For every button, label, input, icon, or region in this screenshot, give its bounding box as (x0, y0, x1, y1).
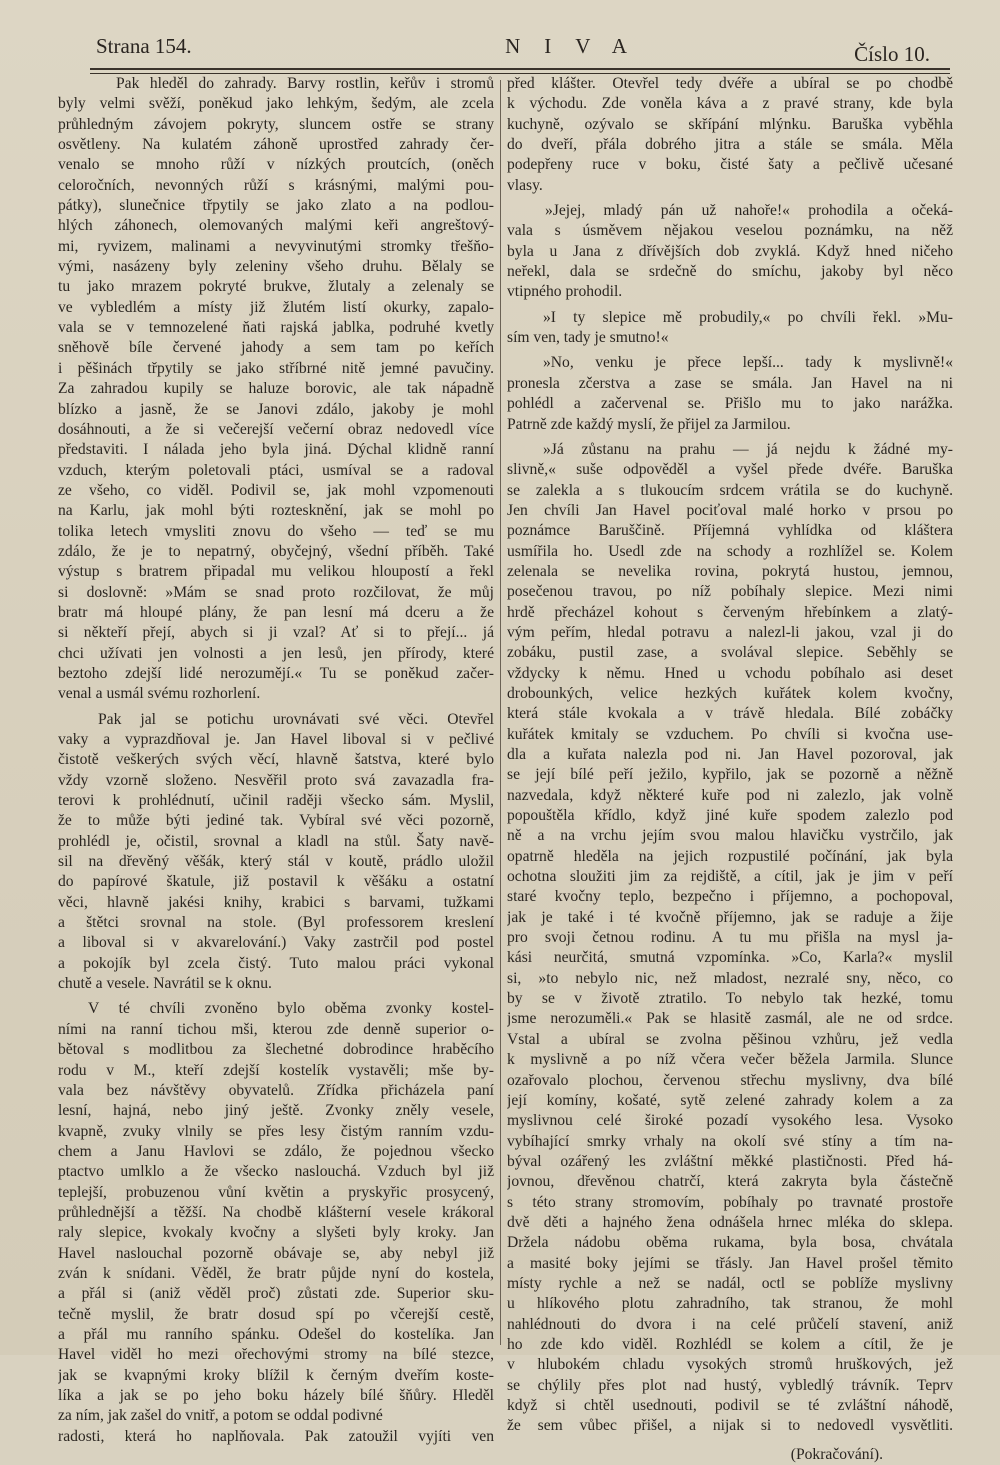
text-line: se zalekla a s tlukoucím srdcem vrátila se do kuchyně. (507, 481, 953, 499)
text-line: teplejší, probuzenou vůní květin a pryskyřic prosycený, (58, 1183, 494, 1201)
text-line: chci užívati jen volnosti a jen lesů, jen přírody, které (58, 644, 494, 662)
text-line: jovnou, dřevěnou chatrčí, která zakryta byla částečně (507, 1173, 953, 1191)
text-line: popouštěla křídlo, když jiné kuře spodem zalezlo pod (507, 807, 953, 825)
text-line: Pak jal se potichu urovnávati své věci. Otevřel (98, 710, 494, 728)
text-line: celoročních, nevonných růží s krásnými, malými pou- (58, 176, 494, 194)
text-line: byly velmi svěží, poněkud jako lehkým, šedým, ale zcela (58, 95, 494, 113)
text-line: osvětleny. Na kulatém záhoně uprostřed zahrady čer- (58, 136, 494, 154)
text-line: jak se kvapnými kroky blížil k černým dveřím koste- (58, 1366, 494, 1384)
text-line: k východu. Zde voněla káva a z pravé strany, kde byla (507, 95, 953, 113)
text-line: k myslivně a po níž včera večer běžela Jarmila. Slunce (507, 1051, 953, 1069)
text-line: terovi k prohlédnutí, učinil raději všecko sám. Myslil, (58, 792, 494, 810)
text-line: líka a jak se po jeho boku házely bílé šňůry. Hleděl (58, 1387, 494, 1404)
text-line: místy rychle a než se nadál, octl se poblíže myslivny (507, 1274, 953, 1292)
text-line: se její bílé peří ježilo, kypřilo, jak se pozorně a něžně (507, 766, 953, 784)
text-line: rodu v M., kteří zdejší kostelík vystavěli; mše by- (58, 1061, 494, 1079)
text-line: ze všeho, co viděl. Podivil se, jak mohl vzpomenouti (58, 481, 494, 499)
text-line: »Já zůstanu na prahu — já nejdu k žádné my- (543, 440, 953, 458)
left-column (58, 74, 494, 1447)
text-line: Pak hleděl do zahrady. Barvy rostlin, keřův i stromů (116, 75, 494, 92)
text-line: nazvedala, když některé kuře pod ni zalezlo, jak volně (507, 786, 953, 804)
text-line: vala se v temnozelené ňati rajská jablka, podruhé kvetly (58, 319, 494, 337)
text-line: myslivnou celé široké pozadí vysokého lesa. Vysoko (507, 1112, 953, 1130)
text-line: vybíhající smrky vrhaly na okolí své stíny a tím na- (507, 1132, 953, 1150)
text-line: neřekl, dala se srdečně do smíchu, jakoby byl něco (507, 263, 953, 281)
text-line: věci, hlavně jakési knihy, krabici s barvami, tužkami (58, 893, 494, 911)
text-line: sil na dřevěný věšák, který stál v koutě, prádlo uložil (58, 853, 494, 871)
text-line: Jen chvíli Jan Havel pociťoval malé horko v prsou po (507, 501, 953, 519)
text-line: v hlubokém chladu vysokých stromů hruškových, jež (507, 1356, 953, 1374)
page-header (88, 30, 940, 70)
text-line: beztoho zdejší lidé nerozumějí.« Tu se poněkud začer- (58, 664, 494, 682)
text-line: slivně,« suše odpověděl a vyšel přede dvéře. Baruška (507, 461, 953, 479)
text-line: Vstal a ubíral se zvolna pěšinou vzhůru, jež vedla (507, 1030, 953, 1048)
text-line: a štětci srovnal na stole. (Byl professorem kreslení (58, 914, 494, 932)
text-line: a pokojík byl zcela čistý. Tuto malou práci vykonal (58, 954, 494, 972)
journal-title: NIVA (505, 34, 651, 58)
text-line: staré kvočny teplo, bezpečno i příjemno, a pochopoval, (507, 888, 953, 906)
text-line: býval ozářený les zvláštní měkké plastičnosti. Před há- (507, 1152, 953, 1170)
right-column (507, 74, 953, 1465)
text-line: pronesla zčerstva a zase se smála. Jan Havel na ni (507, 374, 953, 392)
text-line: bětoval s modlitbou za šlechetné dobrodince hraběcího (58, 1041, 494, 1059)
text-line: Držela nádobu oběma rukama, byla bosa, chvátala (507, 1234, 953, 1252)
text-line: si někteří přejí, abych si ji vzal? Ať si to přejí... já (58, 624, 494, 642)
text-line: vým peřím, hledal potravu a nalezl-li jakou, vzal ji do (507, 623, 953, 641)
text-line: vždycky k němu. Hned u vchodu pobíhalo asi deset (507, 664, 953, 682)
text-line: »I ty slepice mě probudily,« po chvíli řekl. »Mu- (543, 308, 953, 326)
text-line: do dveří, přála dobrého jitra a stále se smála. Měla (507, 136, 953, 154)
text-line: venalo se mnoho růží v nízkých proutcích, (oněch (58, 156, 494, 174)
text-line: na Karlu, jak mohl býti roztesknění, jak se mohl po (58, 502, 494, 520)
text-line: že to může býti jediné tak. Vybíral své věci pozorně, (58, 812, 494, 830)
text-line: radosti, která ho naplňovala. Pak zatoužil vyjíti ven (58, 1427, 494, 1445)
text-line: i pěšinách třpytily se jako stříbrné nitě jemné pavučiny. (58, 359, 494, 377)
text-line: Patrně zde každý myslí, že přijel za Jarmilou. (507, 415, 791, 433)
text-line: pátky), slunečnice třpytily se jako zlato a na podlou- (58, 197, 494, 215)
text-line: poznámce Baruščině. Příjemná vyhlídka od kláštera (507, 522, 953, 540)
text-line: průhlednější a těžší. Na chodbě klášterní vesele krákoral (58, 1203, 494, 1221)
text-line: a přál si (aniž věděl proč) zůstati zde. Superior sku- (58, 1285, 494, 1303)
text-line: dvě děti a hajného žena odnášela hrnec mléka do sklepa. (507, 1213, 953, 1231)
text-line: mi, ryvizem, malinami a nevyvinutými stromky třešňo- (58, 237, 494, 255)
text-line: ními na ranní tichou mši, kterou zde denně superior o- (58, 1020, 494, 1038)
text-line: ozařovalo plochou, červenou střechu myslivny, dva bílé (507, 1071, 953, 1089)
text-line: hrdě přecházel kohout s červeným hřebínkem a zlatý- (507, 603, 953, 621)
text-line: která stále kvokala a v trávě hledala. Bílé zobáčky (507, 705, 953, 723)
text-line: Havel viděl ho mezi ořechovými stromy na bílé stezce, (58, 1346, 494, 1364)
text-line: prohlédl je, očistil, srovnal a kladl na stůl. Šaty navě- (58, 832, 494, 850)
text-line: dosáhnouti, a že si večerejší večerní obraz nedovedl více (58, 420, 494, 438)
text-line: posečenou travou, po níž pobíhaly slepice. Mezi nimi (507, 583, 953, 601)
text-line: »No, venku je přece lepší... tady k myslivně!« (543, 354, 953, 372)
continuation-note: (Pokračování). (790, 1445, 883, 1463)
text-line: a liboval si v akvarelování.) Vaky zastrčil pod postel (58, 934, 494, 952)
text-line: kuřátek kmitaly se vzduchem. Po chvíli si kvočna use- (507, 725, 953, 743)
text-line: a přál mu ranního spánku. Odešel do kostelíka. Jan (58, 1325, 494, 1343)
text-line: byla u Jana z dřívějších dob zvyklá. Když hned ničeho (507, 242, 953, 260)
text-line: do papírové škatule, již postavil k věšáku a ostatní (58, 873, 494, 891)
text-line: a masité boky jejími se třásly. Jan Havel prošel těmito (507, 1254, 953, 1272)
text-line: zván k snídani. Věděl, že bratr půjde nyní do kostela, (58, 1264, 494, 1282)
text-line: se chýlily přes plot nad hustý, vybledlý trávník. Teprv (507, 1376, 953, 1394)
text-line: čistotě veškerých svých věcí, hlavně šatstva, které bylo (58, 751, 494, 769)
text-line: zobáku, pustil zase, a svolával slepice. Seběhly se (507, 644, 953, 662)
text-line: si, »to nebylo nic, než mladost, nezralé sny, něco, co (507, 969, 953, 987)
text-line: vlasy. (507, 176, 543, 194)
text-line: s této strany stromovím, pobíhaly po travnaté prostoře (507, 1193, 953, 1211)
text-line: když si chtěl usednouti, podivil se té zvláštní náhodě, (507, 1397, 953, 1414)
text-line: vždy vzorně složeno. Nesvěřil proto svá zavazadla fra- (58, 771, 494, 789)
text-line: pro svoji četnou rodinu. A tu mu přišla na mysl ja- (507, 929, 953, 947)
text-line: hlých záhonech, olemovaných malými keři angreštový- (58, 217, 494, 235)
text-line: ho zde kdo viděl. Rozhlédl se kolem a cítil, že je (507, 1335, 953, 1353)
text-line: chem a Janu Havlovi se zdálo, že pojednou všecko (58, 1142, 494, 1160)
text-line: by se v životě ztratilo. To nebylo tak hezké, tomu (507, 990, 953, 1008)
text-line: výstup s bratrem připadal mu velikou hloupostí a řekl (58, 563, 494, 581)
text-line: jak je také i té kvočně příjemno, jak se raduje a žije (507, 908, 953, 926)
text-line: před klášter. Otevřel tedy dvéře a ubíral se po chodbě (507, 75, 953, 92)
text-line: dla a kuřata nalezla pod ni. Jan Havel pozoroval, jak (507, 746, 953, 763)
text-line: představiti. I nálada jeho byla jiná. Dýchal klidně ranní (58, 441, 494, 459)
text-line: vzduch, kterým poletovali ptáci, usmíval se a radoval (58, 461, 494, 479)
text-line: sněhově bíle červené jahody a sem tam po keřích (58, 339, 494, 357)
text-line: Za zahradou kupily se haluze borovic, ale tak nápadně (58, 380, 494, 398)
text-line: zelenala se nevelika rovina, pokrytá hustou, jemnou, (507, 562, 953, 580)
header-rule (90, 68, 950, 70)
text-line: drobounkých, velice hezkých kuřátek kolem kvočny, (507, 684, 953, 702)
text-line: vtipného prohodil. (507, 283, 623, 301)
text-line: vala s úsměvem nějakou veselou poznámku, na něž (507, 222, 953, 240)
text-line: podepřeny ruce v boku, čisté šaty a pečlivě učesané (507, 156, 953, 174)
text-line: průhledným závojem pokryty, sluncem ostře se strany (58, 115, 494, 133)
text-line: že sem vůbec přišel, a nijak si to nedovedl vysvětliti. (507, 1417, 953, 1435)
page-number: Strana 154. (96, 34, 192, 58)
column-divider (500, 80, 501, 1345)
text-line: kvapně, zvuky vlnily se přes lesy čistým ranním vzdu- (58, 1122, 494, 1140)
text-line: tečně myslil, že bratr dosud spí po včerejší cestě, (58, 1305, 494, 1323)
text-line: ochotna sloužiti jim za rejdiště, a cítil, jak je jim v peří (507, 868, 953, 886)
text-line: chutě a vesele. Navrátil se k oknu. (58, 975, 272, 993)
text-line: raly slepice, kvokaly kvočny a slyšeti byly kroky. Jan (58, 1224, 494, 1242)
text-line: V té chvíli zvoněno bylo oběma zvonky kostel- (88, 1000, 494, 1018)
text-line: jsme nerozuměli.« Pak se hlasitě zasmál, ale ne od srdce. (507, 1010, 953, 1028)
text-line: ptactvo umlklo a že všecko naslouchá. Vzduch byl již (58, 1163, 494, 1181)
text-line: bratr má hloupé plány, že pan lesní má dceru a že (58, 603, 494, 621)
text-line: nahlédnouti do dvora i na celé průčelí stavení, aniž (507, 1315, 953, 1333)
text-line: vala bez návštěvy obyvatelů. Zřídka přicházela paní (58, 1081, 494, 1099)
text-line: zdálo, že je to nepatrný, obyčejný, všední příběh. Také (58, 542, 494, 560)
text-line: usmířila ho. Usedl zde na schody a rozhlížel se. Kolem (507, 542, 953, 560)
text-line: opatrně hleděla na jejich rozpustilé počínání, jak byla (507, 847, 953, 865)
text-line: venal a usmál svému rozhorlení. (58, 685, 261, 703)
text-line: si doslovně: »Mám se snad proto rozčilovat, že můj (58, 583, 494, 601)
text-line: za ním, jak zašel do vnitř, a potom se oddal podivné (58, 1407, 383, 1425)
text-line: ve vybledlém a místy již žlutém listí okurky, zapalo- (58, 298, 494, 316)
issue-number: Číslo 10. (854, 42, 930, 66)
text-line: tu jako mrazem pokryté brukve, žlutaly a zelenaly se (58, 278, 494, 296)
text-line: Havel naslouchal pozorně obávaje se, aby nebyl již (58, 1244, 494, 1262)
text-line: vaky a vyprazdňoval je. Jan Havel liboval si v pečlivé (58, 731, 494, 748)
text-line: ně a na vrchu jejím svou malou hlavičku vystrčilo, jak (507, 827, 953, 845)
text-line: »Jejej, mladý pán už nahoře!« prohodila a očeká- (545, 202, 953, 220)
text-line: sím ven, tady je smutno!« (507, 329, 669, 347)
text-line: pohlédl a začervenal se. Přišlo mu to jako narážka. (507, 395, 953, 413)
text-line: kuchyně, ozývalo se skřípání mlýnku. Baruška vyběhla (507, 115, 953, 133)
text-line: tolika letech vmysliti znovu do všeho — teď se mu (58, 522, 494, 540)
text-line: u hlíkového plotu zahradního, tak stranou, že mohl (507, 1295, 953, 1313)
text-line: kási neurčitá, smutná vzpomínka. »Co, Karla?« myslil (507, 949, 953, 967)
text-line: její komíny, košaté, sytě zelené zahrady kolem a za (507, 1091, 953, 1109)
text-line: blízko a jasně, že se Janovi zdálo, jakoby je mohl (58, 400, 494, 418)
text-line: vými, nasázeny byly zeleniny všeho druhu. Bělaly se (58, 258, 494, 276)
text-line: lesní, hajná, nebo jiný ještě. Zvonky zněly vesele, (58, 1102, 494, 1120)
